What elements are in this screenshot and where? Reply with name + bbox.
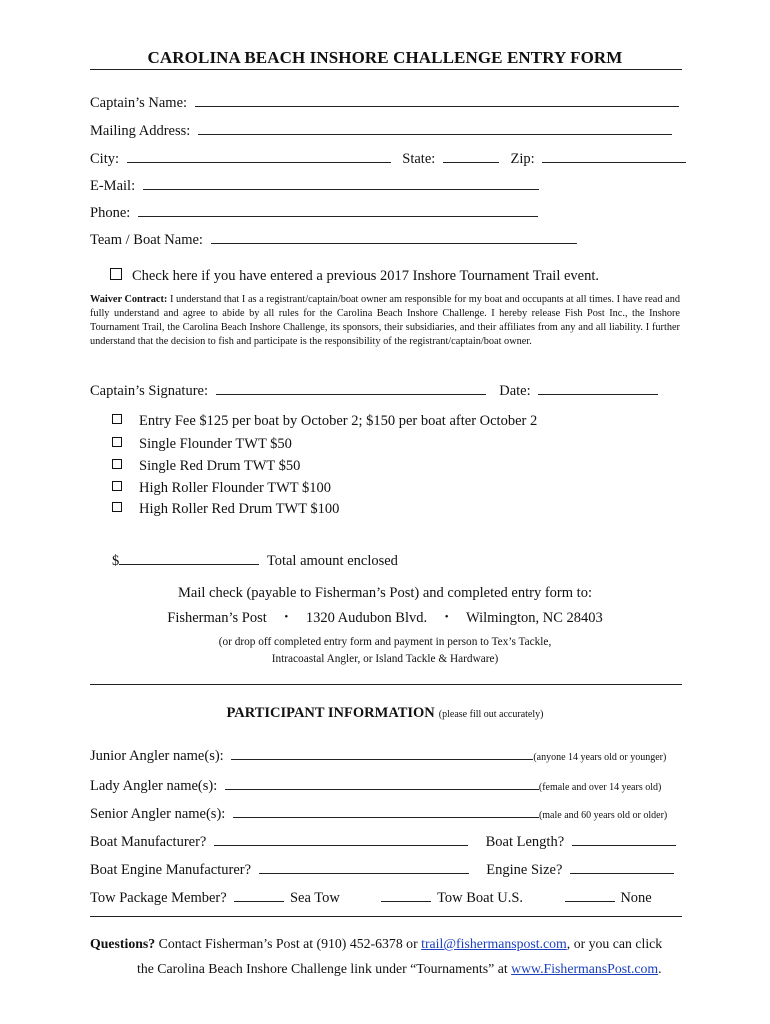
bullet-icon: •	[284, 611, 289, 623]
questions-text-2: , or you can click	[566, 936, 663, 951]
total-row	[112, 551, 398, 570]
city-label: City:	[90, 151, 120, 167]
previous-event-row	[110, 268, 599, 285]
boat-manufacturer-row	[90, 832, 676, 851]
fee-item	[112, 436, 292, 453]
email-label: E-Mail:	[90, 178, 136, 194]
tow-package-row	[90, 888, 652, 907]
phone-field[interactable]	[138, 203, 538, 217]
questions-period: .	[658, 961, 662, 976]
tow-boat-us-field[interactable]	[381, 888, 431, 902]
senior-angler-row	[90, 804, 667, 823]
participant-heading-row	[0, 704, 770, 722]
fee-label: Entry Fee $125 per boat by October 2; $150 per boat after October 2	[139, 413, 538, 429]
engine-row	[90, 860, 674, 879]
mail-city: Wilmington, NC 28403	[465, 610, 603, 626]
lady-angler-note: (female and over 14 years old)	[538, 782, 662, 793]
fee-item	[112, 458, 300, 475]
lady-angler-row	[90, 776, 661, 795]
participant-heading: PARTICIPANT INFORMATION	[226, 705, 435, 721]
mail-street: 1320 Audubon Blvd.	[305, 610, 428, 626]
previous-event-label: Check here if you have entered a previous 2017 Inshore Tournament Trail event.	[132, 268, 600, 284]
captain-signature-field[interactable]	[216, 381, 486, 395]
dollar-sign: $	[112, 553, 120, 569]
waiver-label: Waiver Contract:	[90, 294, 168, 305]
fee-label: Single Flounder TWT $50	[139, 436, 292, 452]
engine-size-label: Engine Size?	[486, 862, 563, 878]
zip-field[interactable]	[542, 149, 686, 163]
sea-tow-field[interactable]	[234, 888, 284, 902]
team-boat-row	[90, 230, 577, 249]
section-divider	[90, 684, 682, 685]
city-field[interactable]	[127, 149, 391, 163]
tow-package-label: Tow Package Member?	[90, 890, 227, 906]
date-field[interactable]	[538, 381, 658, 395]
questions-line-2	[137, 961, 662, 977]
date-label: Date:	[499, 383, 531, 399]
participant-note: (please fill out accurately)	[438, 709, 544, 720]
waiver-contract	[90, 293, 680, 349]
mailing-address-field[interactable]	[198, 121, 672, 135]
title-divider	[90, 69, 682, 70]
junior-angler-row	[90, 746, 666, 765]
senior-angler-note: (male and 60 years old or older)	[538, 810, 668, 821]
junior-angler-label: Junior Angler name(s):	[90, 748, 224, 764]
none-label: None	[620, 890, 652, 906]
captain-name-label: Captain’s Name:	[90, 95, 188, 111]
senior-angler-field[interactable]	[233, 804, 539, 818]
fee-label: Single Red Drum TWT $50	[139, 458, 301, 474]
questions-line-1	[90, 936, 662, 952]
captain-name-row	[90, 93, 679, 112]
contact-email-link[interactable]: trail@fishermanspost.com	[421, 936, 567, 951]
previous-event-checkbox[interactable]	[110, 268, 122, 280]
none-field[interactable]	[565, 888, 615, 902]
mailing-address-label: Mailing Address:	[90, 123, 191, 139]
state-label: State:	[402, 151, 436, 167]
email-field[interactable]	[143, 176, 539, 190]
dropoff-line-2: Intracoastal Angler, or Island Tackle & Hardware)	[271, 653, 499, 665]
sea-tow-label: Sea Tow	[289, 890, 340, 906]
boat-manufacturer-label: Boat Manufacturer?	[90, 834, 207, 850]
engine-size-field[interactable]	[570, 860, 674, 874]
boat-manufacturer-field[interactable]	[214, 832, 468, 846]
fee-checkbox[interactable]	[112, 414, 122, 424]
signature-row	[90, 381, 658, 400]
total-amount-field[interactable]	[119, 551, 259, 565]
boat-length-field[interactable]	[572, 832, 676, 846]
mail-name: Fisherman’s Post	[167, 610, 267, 626]
questions-text-1: Contact Fisherman’s Post at (910) 452-6378 or	[155, 936, 422, 951]
boat-length-label: Boat Length?	[485, 834, 565, 850]
website-link[interactable]: www.FishermansPost.com	[511, 961, 659, 976]
state-field[interactable]	[443, 149, 499, 163]
mailing-address-row	[90, 121, 672, 140]
senior-angler-label: Senior Angler name(s):	[90, 806, 226, 822]
tow-boat-us-label: Tow Boat U.S.	[437, 890, 524, 906]
bullet-icon: •	[444, 611, 449, 623]
junior-angler-note: (anyone 14 years old or younger)	[533, 752, 667, 763]
junior-angler-field[interactable]	[231, 746, 533, 760]
footer-divider	[90, 916, 682, 917]
total-label: Total amount enclosed	[266, 553, 398, 569]
dropoff-line-1: (or drop off completed entry form and payment in person to Tex’s Tackle,	[218, 636, 552, 648]
form-title: CAROLINA BEACH INSHORE CHALLENGE ENTRY FORM	[147, 48, 623, 67]
engine-manufacturer-field[interactable]	[259, 860, 469, 874]
fee-item	[112, 501, 339, 518]
mail-instruction: Mail check (payable to Fisherman’s Post) and completed entry form to:	[178, 585, 592, 601]
waiver-text: I understand that I as a registrant/captain/boat owner am responsible for my boat and occupants at all times. I have read and fully understand and agree to abide by all rules for the Carolina Beach Inshore Challenge. I hereby release Fish Post Inc., the Inshore Tournament Trail, the Carolina Beach Inshore Challenge, its sponsors, their subsidiaries, and their affiliates from any and all liability. I further understand that the decision to fish and participate is the responsibility of the registrant/captain/boat owner.	[90, 294, 680, 347]
captain-name-field[interactable]	[195, 93, 679, 107]
fee-checkbox[interactable]	[112, 459, 122, 469]
phone-row	[90, 203, 538, 222]
phone-label: Phone:	[90, 205, 131, 221]
fee-checkbox[interactable]	[112, 502, 122, 512]
team-boat-label: Team / Boat Name:	[90, 232, 203, 248]
captain-signature-label: Captain’s Signature:	[90, 383, 208, 399]
zip-label: Zip:	[510, 151, 535, 167]
engine-manufacturer-label: Boat Engine Manufacturer?	[90, 862, 252, 878]
fee-label: High Roller Flounder TWT $100	[139, 480, 331, 496]
email-row	[90, 176, 539, 195]
fee-checkbox[interactable]	[112, 437, 122, 447]
questions-line-2-text: the Carolina Beach Inshore Challenge link under “Tournaments” at	[137, 961, 512, 976]
lady-angler-field[interactable]	[225, 776, 539, 790]
fee-label: High Roller Red Drum TWT $100	[139, 501, 340, 517]
questions-label: Questions?	[90, 936, 156, 951]
fee-item	[112, 413, 537, 430]
fee-checkbox[interactable]	[112, 481, 122, 491]
team-boat-field[interactable]	[211, 230, 577, 244]
mail-address	[0, 610, 770, 627]
lady-angler-label: Lady Angler name(s):	[90, 778, 218, 794]
fee-item	[112, 480, 331, 497]
city-state-zip-row	[90, 149, 686, 168]
